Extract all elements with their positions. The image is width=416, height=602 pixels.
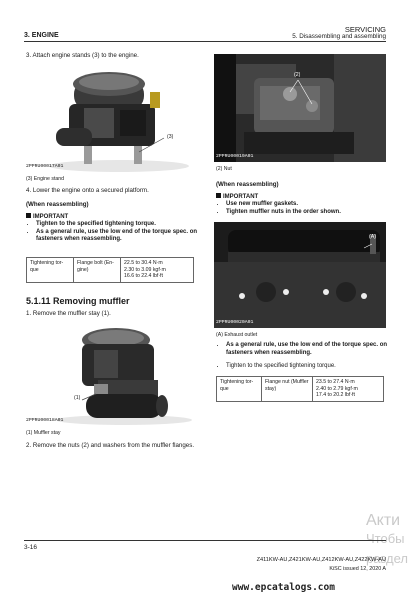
- step-3-text: 3. Attach engine stands (3) to the engine.: [26, 52, 139, 59]
- step-4-text: 4. Lower the engine onto a secured platform.: [26, 187, 149, 194]
- muffler-stay-photo: [24, 322, 196, 426]
- torque-item-cell: Flange nut (Muffler stay): [262, 377, 313, 402]
- important-label: IMPORTANT: [223, 194, 259, 200]
- torque-value: 23.5 to 27.4 N·m: [316, 379, 355, 385]
- activation-watermark-line: Чтобы: [366, 531, 405, 546]
- figure-caption: (A) Exhaust outlet: [216, 332, 258, 338]
- tighten-note-list: [216, 362, 394, 370]
- figure-caption: (1) Muffler stay: [26, 430, 61, 436]
- engine-stand-photo: [24, 64, 196, 172]
- torque-spec-table: [26, 257, 194, 283]
- important-item: • As a general rule, use the low end of the torque spec. on fasteners when reassembling.: [36, 229, 206, 244]
- figure-code: 2PPRU00017A01: [26, 164, 64, 169]
- section-header-left: 3. ENGINE: [24, 32, 59, 39]
- torque-values-cell: [313, 377, 384, 402]
- torque-label-cell: Tightening tor-que: [217, 377, 262, 402]
- figure-code: 2PPRU00020A01: [216, 320, 254, 325]
- when-reassembling-heading: (When reassembling): [26, 201, 89, 208]
- muffler-nut-order-photo: [214, 222, 386, 328]
- activation-watermark-line: Акти: [366, 512, 401, 529]
- figure-caption: (2) Nut: [216, 166, 232, 172]
- issue-note: KiSC issued 12, 2020 A: [329, 566, 386, 572]
- torque-item-cell: Flange bolt (En-gine): [74, 258, 121, 283]
- engine-stand-callout: (3): [167, 134, 174, 140]
- step-1-text: 1. Remove the muffler stay (1).: [26, 310, 111, 317]
- muffler-stay-callout: (1): [74, 395, 81, 401]
- important-label: IMPORTANT: [33, 214, 69, 220]
- section-title: 5.1.11 Removing muffler: [26, 296, 130, 306]
- section-header-right: SERVICING: [344, 25, 386, 34]
- torque-value: 2.30 to 3.09 kgf·m: [124, 266, 166, 273]
- footer-rule: [24, 540, 386, 541]
- activation-watermark-line: раздел: [366, 551, 408, 566]
- figure-caption: (3) Engine stand: [26, 176, 65, 182]
- important-item: • Tighten muffler nuts in the order shown.: [226, 209, 396, 217]
- torque-value: 16.6 to 22.4 lbf·ft: [124, 273, 163, 279]
- important-list: [216, 201, 396, 216]
- figure-code: 2PPRU00019A01: [216, 154, 254, 159]
- nut-photo: [214, 54, 386, 162]
- exhaust-outlet-callout: (A): [369, 234, 376, 240]
- important-square-icon: [26, 213, 31, 218]
- important-heading: [216, 193, 258, 200]
- torque-value: 2.40 to 2.79 kgf·m: [316, 385, 358, 392]
- tighten-note-item: • Tighten to the specified tightening torque.: [226, 362, 394, 370]
- general-rule-list: [216, 342, 394, 357]
- header-rule: [24, 41, 386, 42]
- important-list: [26, 221, 206, 244]
- important-item: • Use new muffler gaskets.: [226, 201, 396, 209]
- torque-value: 22.5 to 30.4 N·m: [124, 260, 163, 266]
- important-item: • Tighten to the specified tightening torque.: [36, 221, 206, 229]
- step-2-text: 2. Remove the nuts (2) and washers from the muffler flanges.: [26, 442, 195, 449]
- torque-label-cell: Tightening tor-que: [27, 258, 74, 283]
- general-rule-item: • As a general rule, use the low end of the torque spec. on fasteners when reassembling.: [226, 342, 394, 357]
- site-watermark: www.epcatalogs.com: [232, 582, 335, 593]
- torque-value: 17.4 to 20.2 lbf·ft: [316, 392, 355, 398]
- model-list: Z411KW-AU,Z421KW-AU,Z412KW-AU,Z422KW-AU: [256, 557, 386, 563]
- page-number: 3-16: [24, 544, 38, 551]
- nut-callout: (2): [294, 72, 301, 78]
- subsection-header-right: 5. Disassembling and assembling: [292, 33, 386, 40]
- important-square-icon: [216, 193, 221, 198]
- torque-spec-table: [216, 376, 384, 402]
- torque-values-cell: [121, 258, 194, 283]
- when-reassembling-heading: (When reassembling): [216, 181, 279, 188]
- figure-code: 2PPRU00018A01: [26, 418, 64, 423]
- important-heading: [26, 213, 68, 220]
